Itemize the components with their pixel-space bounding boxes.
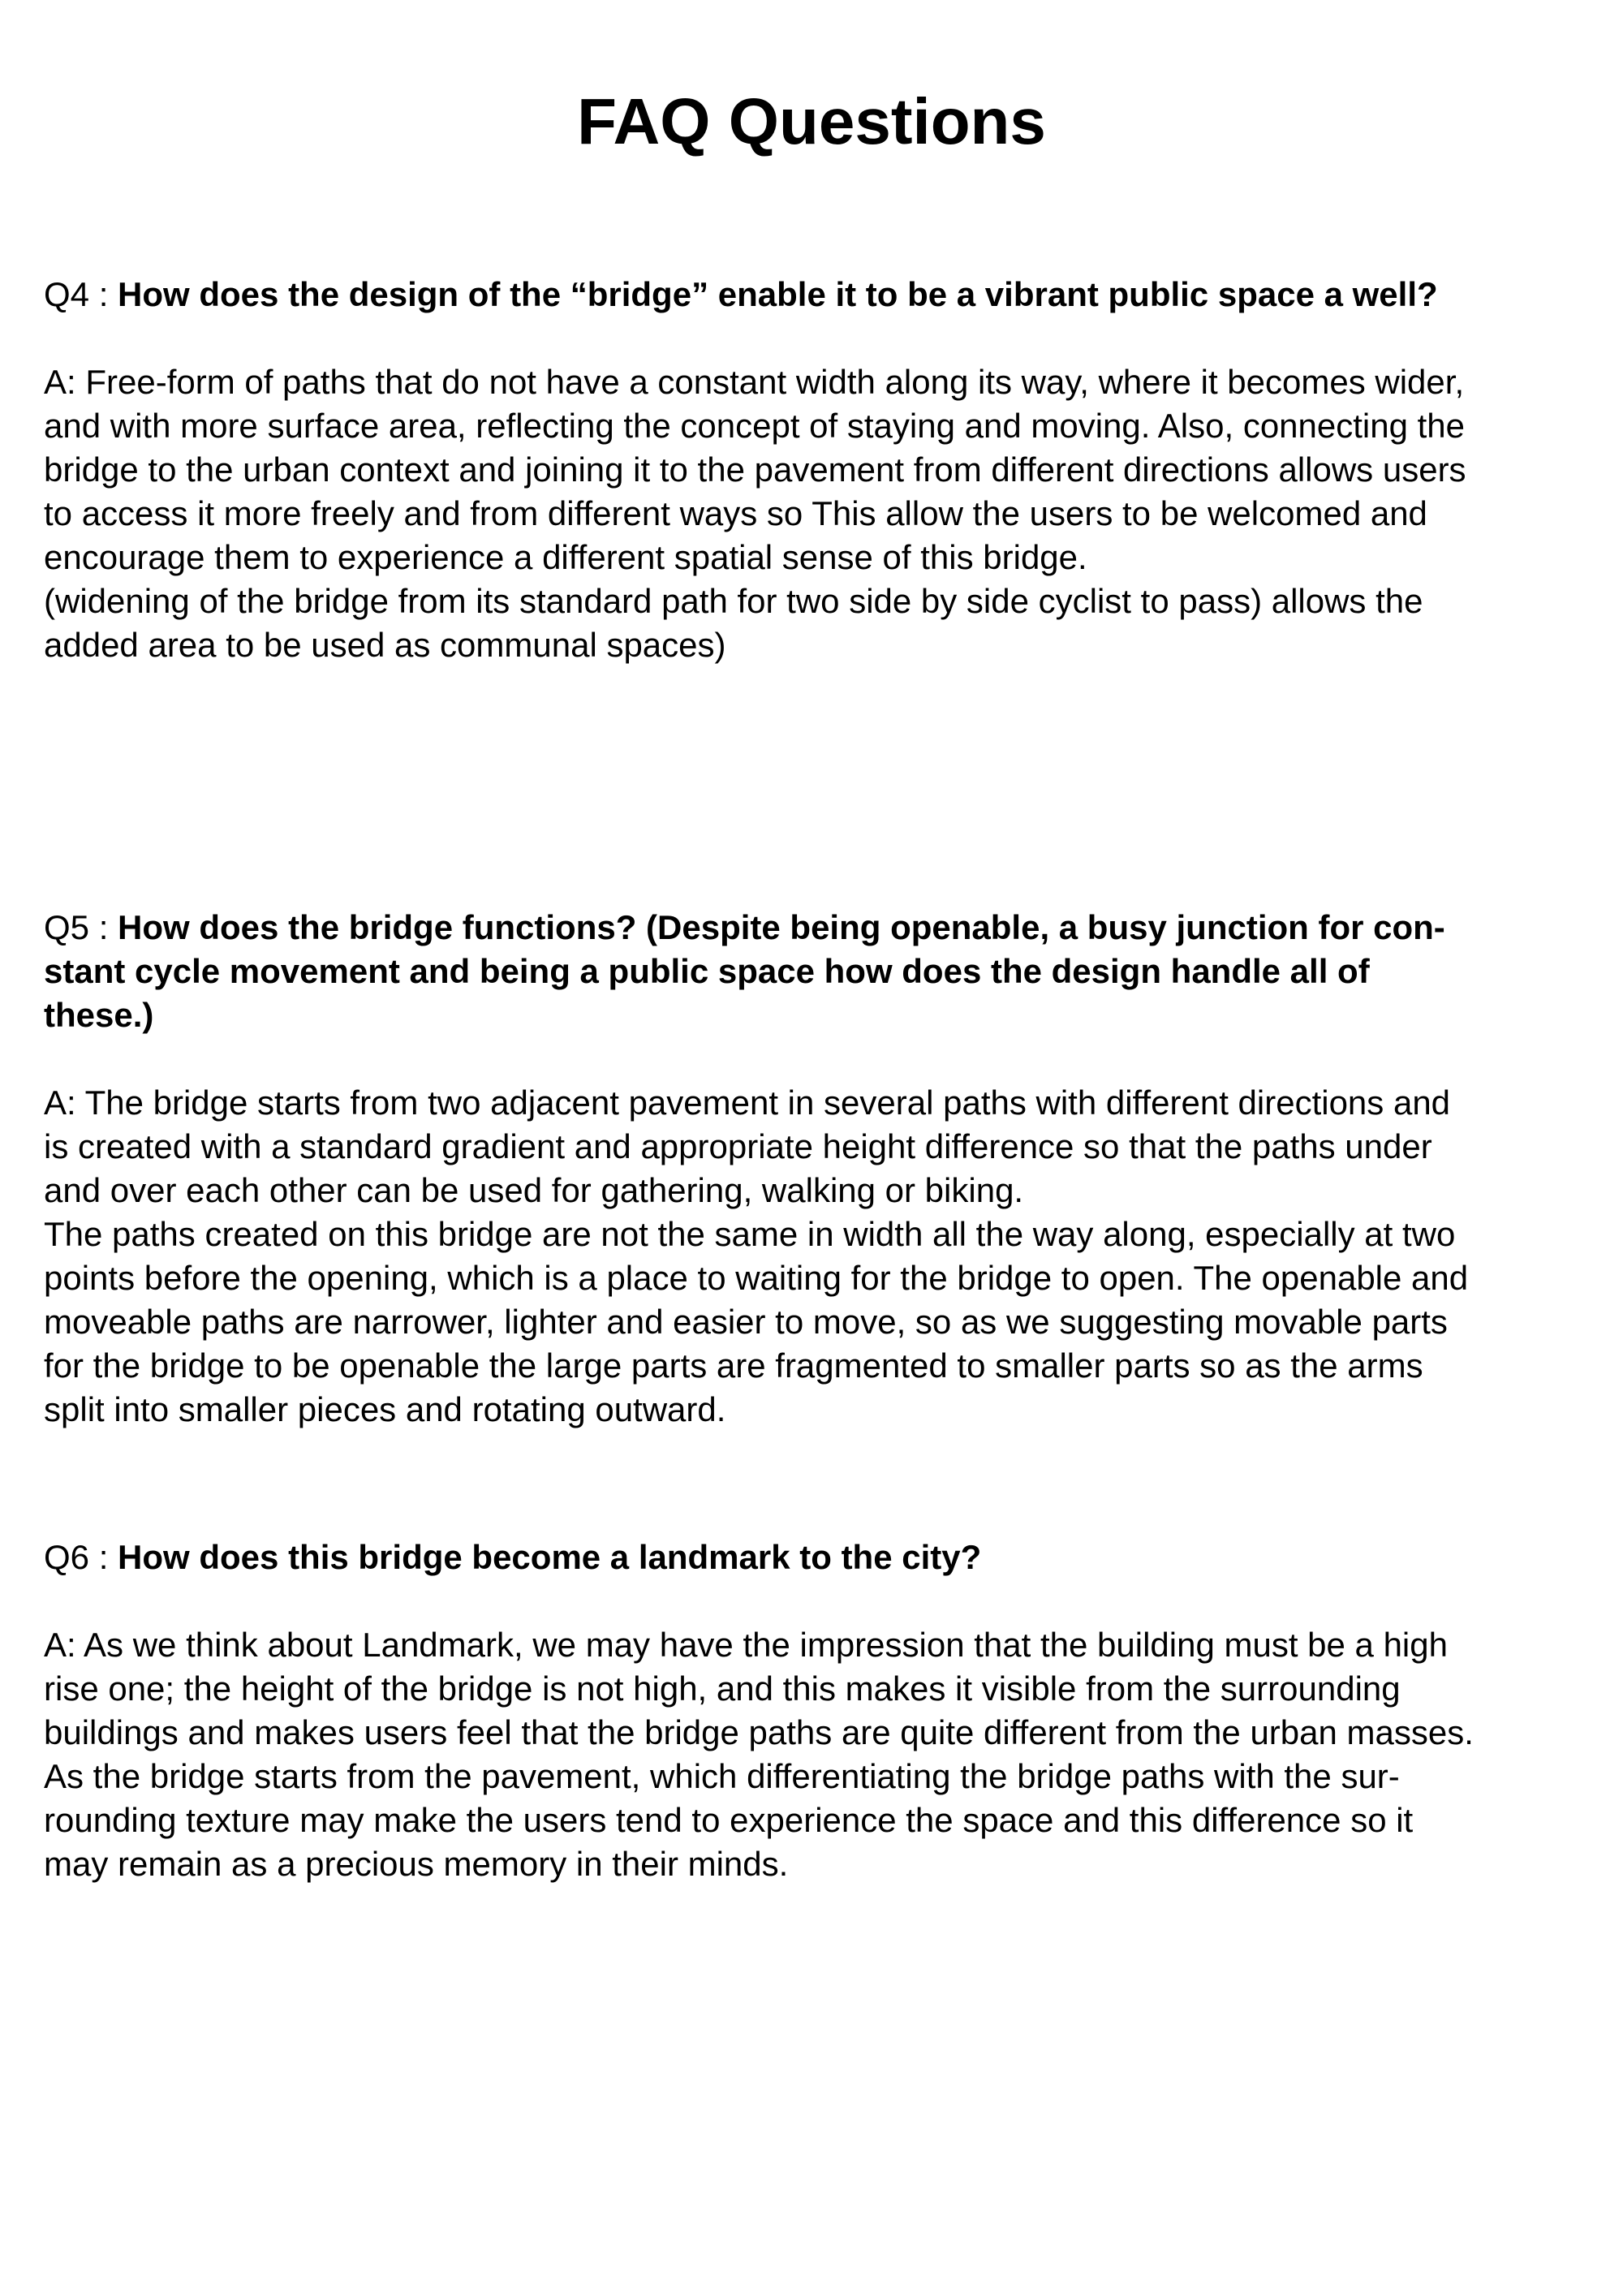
answer-line: (widening of the bridge from its standard path for two side by side cyclist to pass) allows the <box>44 582 1423 620</box>
answer-line: and over each other can be used for gathering, walking or biking. <box>44 1171 1024 1209</box>
question-text: these.) <box>44 996 154 1034</box>
faq-answer-q4 <box>44 360 1586 667</box>
faq-question-q4 <box>44 273 1586 317</box>
answer-line: points before the opening, which is a place to waiting for the bridge to open. The openable and <box>44 1259 1469 1297</box>
answer-line: rise one; the height of the bridge is not high, and this makes it visible from the surrounding <box>44 1669 1401 1708</box>
answer-line: bridge to the urban context and joining it to the pavement from different directions allows users <box>44 450 1466 489</box>
answer-line: split into smaller pieces and rotating outward. <box>44 1390 726 1428</box>
answer-line: moveable paths are narrower, lighter and easier to move, so as we suggesting movable parts <box>44 1303 1448 1341</box>
answer-line: may remain as a precious memory in their minds. <box>44 1845 789 1883</box>
answer-line: added area to be used as communal spaces) <box>44 626 726 664</box>
answer-line: As the bridge starts from the pavement, which differentiating the bridge paths with the sur- <box>44 1757 1400 1795</box>
answer-line: is created with a standard gradient and appropriate height difference so that the paths under <box>44 1127 1432 1165</box>
question-text: How does the bridge functions? (Despite being openable, a busy junction for con- <box>118 908 1445 946</box>
page-title: FAQ Questions <box>577 85 1046 157</box>
question-prefix: Q4 : <box>44 275 118 313</box>
question-text: How does the design of the “bridge” enable it to be a vibrant public space a well? <box>118 275 1438 313</box>
faq-question-q6 <box>44 1536 1586 1579</box>
answer-line: for the bridge to be openable the large parts are fragmented to smaller parts so as the arms <box>44 1346 1423 1385</box>
answer-line: rounding texture may make the users tend to experience the space and this difference so it <box>44 1801 1414 1839</box>
faq-question-q5 <box>44 906 1586 1037</box>
question-line <box>44 1536 1586 1579</box>
faq-answer-q5 <box>44 1081 1586 1432</box>
answer-line: A: The bridge starts from two adjacent pavement in several paths with different directions and <box>44 1083 1451 1122</box>
question-prefix: Q6 : <box>44 1538 118 1576</box>
question-text: How does this bridge become a landmark to the city? <box>118 1538 982 1576</box>
question-prefix: Q5 : <box>44 908 118 946</box>
answer-line: The paths created on this bridge are not the same in width all the way along, especially at two <box>44 1215 1456 1253</box>
answer-line: A: Free-form of paths that do not have a constant width along its way, where it becomes wider, <box>44 363 1465 401</box>
answer-line: and with more surface area, reflecting the concept of staying and moving. Also, connecting the <box>44 407 1466 445</box>
question-line <box>44 273 1586 317</box>
answer-line: A: As we think about Landmark, we may have the impression that the building must be a high <box>44 1626 1448 1664</box>
question-line <box>44 906 1586 950</box>
faq-answer-q6 <box>44 1623 1586 1886</box>
question-text: stant cycle movement and being a public space how does the design handle all of <box>44 952 1370 990</box>
answer-line: buildings and makes users feel that the bridge paths are quite different from the urban masses. <box>44 1713 1474 1751</box>
answer-line: to access it more freely and from different ways so This allow the users to be welcomed and <box>44 494 1427 532</box>
answer-line: encourage them to experience a different spatial sense of this bridge. <box>44 538 1087 576</box>
